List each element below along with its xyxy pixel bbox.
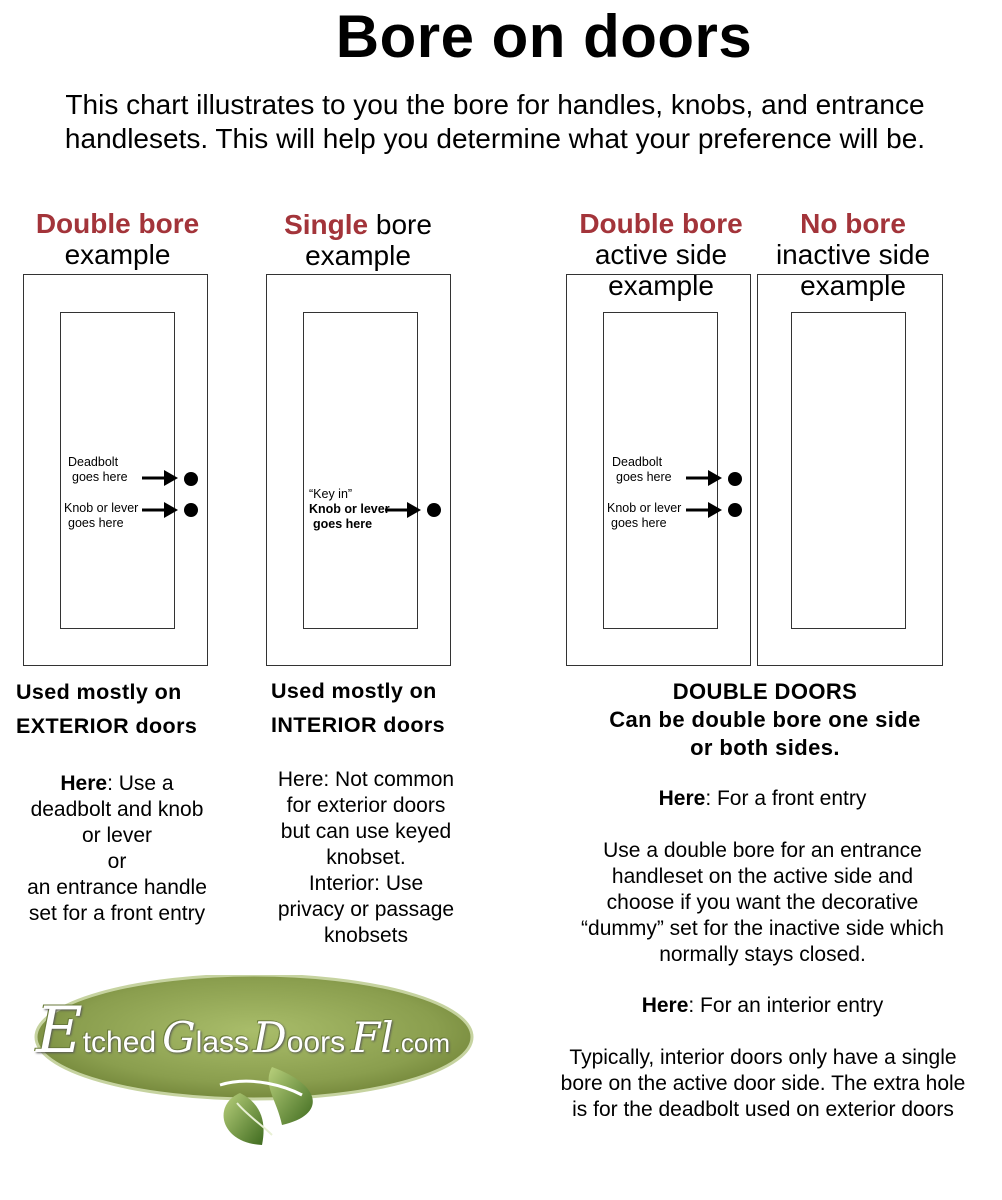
arrow-icon <box>385 500 421 520</box>
single-accent: Single <box>284 209 369 240</box>
knob-label-line1: Knob or lever <box>607 501 682 515</box>
single-bore-heading-line1 <box>252 209 464 240</box>
single-bore-description <box>256 767 476 949</box>
deadbolt-label-line1: Deadbolt <box>612 455 663 469</box>
here-rest: : For a front entry <box>705 787 867 810</box>
inactive-accent: No bore <box>800 208 906 239</box>
door-single-bore-glass-panel <box>303 312 418 629</box>
desc-line: deadbolt and knob <box>30 798 204 821</box>
knob-hole-dot <box>427 503 441 517</box>
desc-line: set for a front entry <box>28 902 206 925</box>
front-entry-heading <box>560 786 965 812</box>
logo-letter: D <box>253 1013 287 1062</box>
arrow-icon <box>142 468 178 488</box>
logo-word: .com <box>393 1028 450 1058</box>
single-bore-heading-line2: example <box>305 240 411 271</box>
desc-line: or <box>107 850 127 873</box>
arrow-icon <box>686 468 722 488</box>
caption-line2: Can be double bore one side <box>609 707 921 732</box>
deadbolt-label-line2: goes here <box>72 470 128 484</box>
double-bore-description <box>4 771 230 927</box>
inactive-heading-line2: inactive side <box>775 239 931 270</box>
active-accent: Double bore <box>579 208 743 239</box>
deadbolt-label-line2: goes here <box>616 470 672 484</box>
arrow-icon <box>686 500 722 520</box>
double-bore-heading <box>10 208 225 270</box>
etchedglassdoors-logo <box>22 975 492 1155</box>
here-bold: Here <box>641 994 689 1017</box>
caption-line1: Used mostly on <box>271 679 437 703</box>
desc-line: Here: Not common <box>277 768 455 791</box>
knob-label-line2: goes here <box>68 516 124 530</box>
logo-word: oors <box>286 1026 346 1059</box>
logo-word: lass <box>195 1026 250 1059</box>
single-bore-caption <box>271 674 445 742</box>
active-knob-label <box>607 501 681 531</box>
arrow-icon <box>142 500 178 520</box>
leaf-icon <box>224 1093 264 1145</box>
caption-line2: EXTERIOR doors <box>16 714 198 738</box>
keyin-label-line3: goes here <box>313 517 373 531</box>
desc-line: for exterior doors <box>286 794 446 817</box>
desc-line: privacy or passage <box>277 898 455 921</box>
page-title: Bore on doors <box>335 3 753 70</box>
double-bore-deadbolt-label <box>68 455 128 485</box>
keyin-label-line2: Knob or lever <box>309 502 390 516</box>
door-inactive-side-glass-panel <box>791 312 906 629</box>
double-bore-heading-rest: example <box>64 239 171 270</box>
caption-line1: Used mostly on <box>16 680 182 704</box>
logo-letter: E <box>36 994 83 1068</box>
interior-entry-description: Typically, interior doors only have a single bore on the active door side. The extra hole is for the deadbolt used on exterior doors <box>560 1046 966 1121</box>
knob-hole-dot <box>184 503 198 517</box>
logo-word: tched <box>82 1026 157 1059</box>
here-bold: Here <box>658 787 706 810</box>
logo-letter: G <box>162 1013 196 1062</box>
here-rest: : Use a <box>107 772 174 795</box>
knob-hole-dot <box>728 503 742 517</box>
double-bore-caption <box>16 675 197 743</box>
desc-line: or lever <box>81 824 153 847</box>
double-bore-heading-accent: Double bore <box>35 208 200 239</box>
inactive-heading-line3: example <box>800 270 906 301</box>
caption-line1: DOUBLE DOORS <box>672 679 858 704</box>
desc-line: but can use keyed <box>280 820 452 843</box>
double-bore-knob-label <box>64 501 138 531</box>
single-rest: bore <box>368 209 432 240</box>
desc-line-here <box>4 771 230 797</box>
single-bore-heading <box>252 209 464 271</box>
deadbolt-hole-dot <box>728 472 742 486</box>
active-deadbolt-label <box>612 455 672 485</box>
intro-text: This chart illustrates to you the bore for handles, knobs, and entrance handlesets. This will help you determine what your preference will be. <box>64 89 926 154</box>
front-entry-description: Use a double bore for an entrance handleset on the active side and choose if you want the decorative “dummy” set for the inactive side which normally stays closed. <box>581 839 944 966</box>
keyin-label-line1: “Key in” <box>309 487 353 501</box>
logo-letter: Fl <box>351 1013 394 1062</box>
active-heading-line2: active side <box>594 239 728 270</box>
double-doors-caption <box>560 678 970 762</box>
here-rest: : For an interior entry <box>688 994 884 1017</box>
knob-label-line2: goes here <box>611 516 667 530</box>
desc-line: an entrance handle <box>27 876 207 899</box>
caption-line3: or both sides. <box>690 735 840 760</box>
knob-label-line1: Knob or lever <box>64 501 139 515</box>
here-bold: Here <box>60 772 108 795</box>
interior-entry-heading <box>560 993 965 1019</box>
deadbolt-label-line1: Deadbolt <box>68 455 119 469</box>
desc-line: Interior: Use <box>308 872 424 895</box>
caption-line2: INTERIOR doors <box>271 713 446 737</box>
logo-wordmark <box>36 994 450 1068</box>
desc-line: knobset. <box>326 846 406 869</box>
active-heading-line3: example <box>608 270 714 301</box>
deadbolt-hole-dot <box>184 472 198 486</box>
single-bore-knob-label <box>309 487 390 532</box>
desc-line: knobsets <box>323 924 409 947</box>
